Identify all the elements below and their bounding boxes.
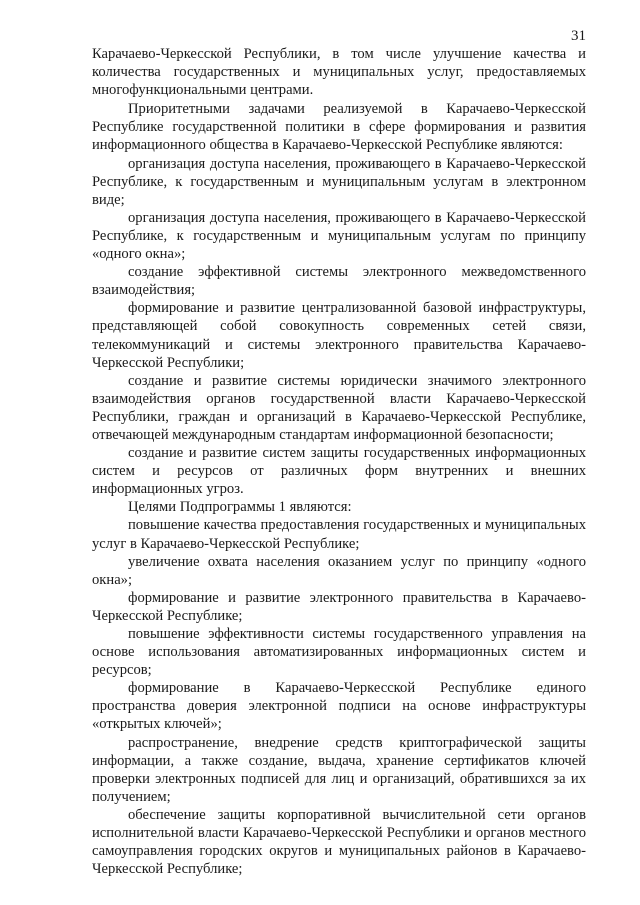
paragraph: Приоритетными задачами реализуемой в Карачаево-Черкесской Республике государственной политики в сфере формирования и развития информационного общества в Карачаево-Черкесской Республике являются: xyxy=(92,101,586,154)
paragraph: создание эффективной системы электронного межведомственного взаимодействия; xyxy=(92,264,586,299)
paragraph: повышение качества предоставления государственных и муниципальных услуг в Карачаево-Черкесской Республике; xyxy=(92,517,586,552)
paragraph: обеспечение защиты корпоративной вычислительной сети органов исполнительной власти Карачаево-Черкесской Республики и органов местного самоуправления городских округов и муниципальных районов в Карачаево-Черкесской Республике; xyxy=(92,806,586,878)
paragraph: формирование в Карачаево-Черкесской Республике единого пространства доверия электронной подписи на основе инфраструктуры «открытых ключей»; xyxy=(92,680,586,733)
paragraph: Карачаево-Черкесской Республики, в том числе улучшение качества и количества государственных и муниципальных услуг, предоставляемых многофункциональными центрами. xyxy=(92,46,586,99)
paragraph: организация доступа населения, проживающего в Карачаево-Черкесской Республике, к государственным и муниципальным услугам по принципу «одного окна»; xyxy=(92,209,586,263)
paragraph: увеличение охвата населения оказанием услуг по принципу «одного окна»; xyxy=(92,553,586,588)
paragraph: организация доступа населения, проживающего в Карачаево-Черкесской Республике, к государственным и муниципальным услугам в электронном виде; xyxy=(92,155,586,208)
paragraph: формирование и развитие централизованной базовой инфраструктуры, представляющей собой совокупность современных сетей связи, телекоммуникаций и системы электронного правительства Карачаево-Черкесской Республики; xyxy=(92,300,586,371)
page-number: 31 xyxy=(571,28,586,44)
paragraph: создание и развитие систем защиты государственных информационных систем и ресурсов от различных форм внутренних и внешних информационных угроз. xyxy=(92,445,586,498)
paragraph: создание и развитие системы юридически значимого электронного взаимодействия органов государственной власти Карачаево-Черкесской Республики, граждан и организаций в Карачаево-Черкесской Республике, отвечающей международным стандартам информационной безопасности; xyxy=(92,372,586,443)
paragraph: распространение, внедрение средств криптографической защиты информации, а также создание, выдача, хранение сертификатов ключей проверки электронных подписей для лиц и организаций, обратившихся за их получением; xyxy=(92,734,586,805)
paragraph: повышение эффективности системы государственного управления на основе использования автоматизированных информационных систем и ресурсов; xyxy=(92,626,586,679)
paragraph: Целями Подпрограммы 1 являются: xyxy=(128,499,352,516)
paragraph: формирование и развитие электронного правительства в Карачаево-Черкесской Республике; xyxy=(92,589,586,624)
document-body xyxy=(92,45,586,878)
